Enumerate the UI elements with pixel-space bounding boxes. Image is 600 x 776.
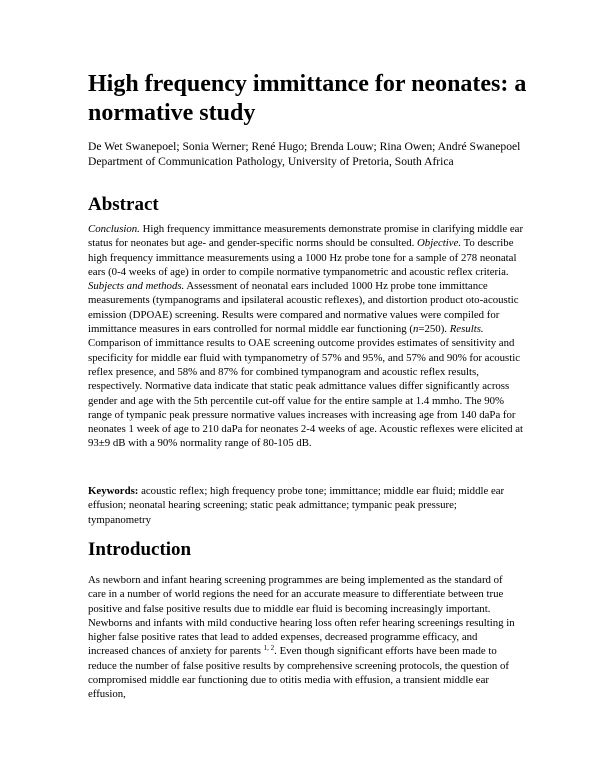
citation-refs: 1, 2 [263, 644, 275, 653]
keywords [88, 484, 518, 527]
objective-text: To describe high frequency immittance measurements using a 1000 Hz probe tone for a sample of 278 neonatal ears (0-4 weeks of age) in order to compile normative tympanometric and acoustic reflex criteria. [88, 237, 517, 278]
objective-label: Objective. [417, 237, 462, 250]
conclusion-text: High frequency immittance measurements demonstrate promise in clarifying middle ear status for neonates but age- and gender-specific norms should be consulted. [88, 223, 524, 250]
author-block [88, 139, 528, 169]
methods-label: Subjects and methods. [88, 280, 185, 293]
methods-text-b: =250). [418, 323, 447, 336]
introduction-heading: Introduction [88, 539, 192, 560]
keywords-text: acoustic reflex; high frequency probe tone; immittance; middle ear fluid; middle ear effusion; neonatal hearing screening; static peak admittance; tympanic peak pressure; tympanometry [88, 485, 505, 526]
affiliation: Department of Communication Pathology, University of Pretoria, South Africa [88, 155, 454, 168]
intro-text-a: As newborn and infant hearing screening programmes are being implemented as the standard of care in a number of world regions the need for an accurate measure to differentiate between true positive and false positive results due to middle ear fluid is becoming increasingly important. Newborns and infants with mild conductive hearing loss often refer hearing screenings resulting in higher false positive rates that lead to added expenses, decreased programme efficacy, and increased chances of anxiety for parents [88, 574, 515, 658]
methods-n: n [413, 323, 419, 336]
abstract-body [88, 222, 524, 451]
conclusion-label: Conclusion. [88, 223, 140, 235]
abstract-heading: Abstract [88, 194, 159, 215]
methods-text-a: Assessment of neonatal ears included 1000 Hz probe tone immittance measurements (tympanograms and ipsilateral acoustic reflexes), and distortion product oto-acoustic emission (DPOAE) screening. Results were compared and normative values were compiled for immittance measures in ears controlled for normal middle ear functioning ( [88, 280, 519, 336]
intro-text-b: . Even though significant efforts have been made to reduce the number of false positive results by comprehensive screening protocols, the question of compromised middle ear functioning due to otitis media with effusion, a transient middle ear effusion, [88, 645, 509, 701]
introduction-body [88, 573, 518, 702]
paper-title: High frequency immittance for neonates: a normative study [88, 71, 527, 126]
keywords-label: Keywords: [88, 485, 139, 497]
results-text: Comparison of immittance results to OAE screening outcome provides estimates of sensitivity and specificity for middle ear fluid with tympanometry of 57% and 95%, and 57% and 90% for acoustic reflex presence, and 58% and 87% for combined tympanogram and acoustic reflex results, respectively. Normative data indicate that static peak admittance values differ significantly across gender and age with the 5th percentile cut-off value for the entire sample at 1.4 mmho. The 90% range of tympanic peak pressure normative values increases with increasing age from 140 daPa for neonates 1 week of age to 210 daPa for neonates 2-4 weeks of age. Acoustic reflexes were elicited at 93±9 dB with a 90% normality range of 80-105 dB. [88, 337, 524, 450]
author-list: De Wet Swanepoel; Sonia Werner; René Hugo; Brenda Louw; Rina Owen; André Swanepoel [88, 140, 521, 153]
results-label: Results. [449, 323, 484, 336]
